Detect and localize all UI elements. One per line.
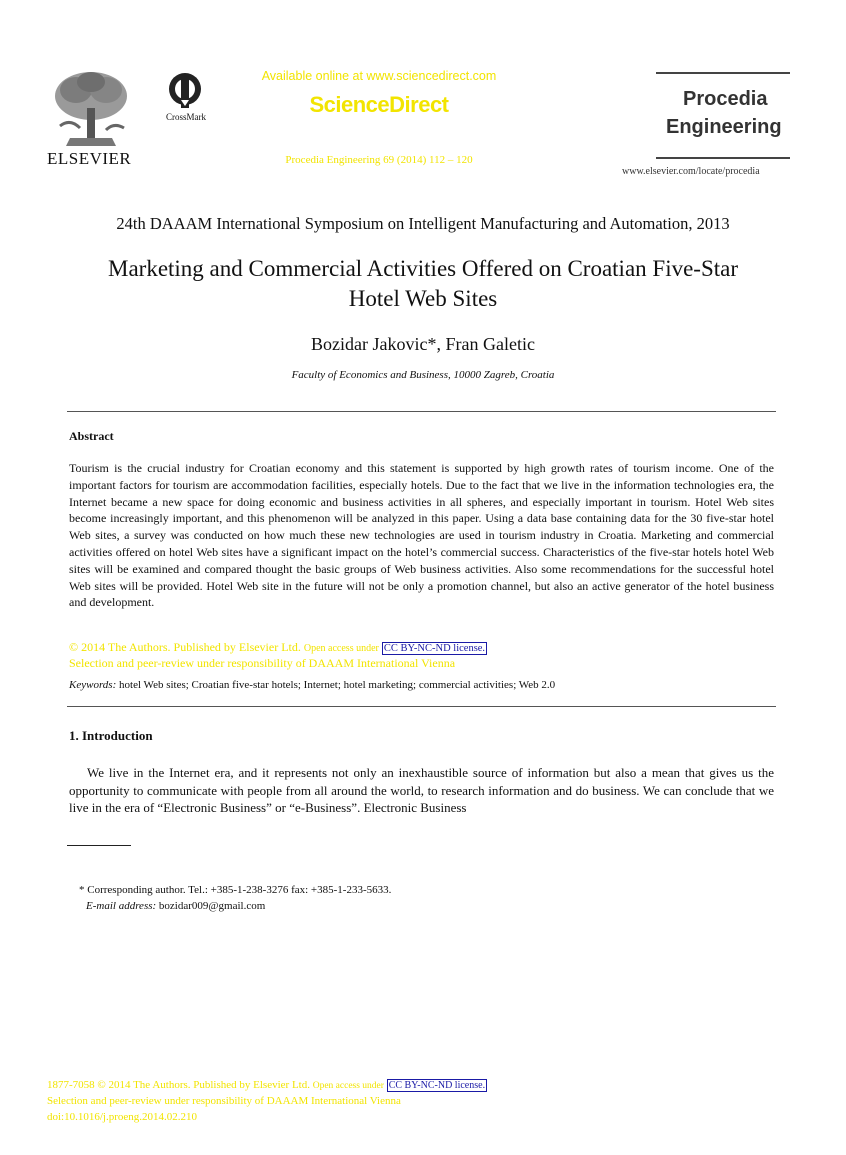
keywords xyxy=(69,679,555,691)
available-online-text[interactable]: Available online at www.sciencedirect.com xyxy=(261,69,497,83)
peer-review-text: Selection and peer-review under responsibility of DAAAM International Vienna xyxy=(69,656,456,670)
email-address[interactable]: bozidar009@gmail.com xyxy=(158,900,266,912)
journal-title-line1: Procedia xyxy=(683,88,768,110)
journal-url[interactable]: www.elsevier.com/locate/procedia xyxy=(622,166,760,177)
open-access-text: Open access under xyxy=(303,643,379,654)
footer-doi[interactable]: doi:10.1016/j.proeng.2014.02.210 xyxy=(47,1111,198,1123)
tree-icon xyxy=(50,68,132,148)
journal-rule-top xyxy=(656,72,790,74)
footnote-corresponding: * Corresponding author. Tel.: +385-1-238-3276 fax: +385-1-233-5633. xyxy=(79,884,392,896)
footnote-email xyxy=(86,900,265,912)
authors: Bozidar Jakovic*, Fran Galetic xyxy=(311,334,535,354)
paper-title-line2: Hotel Web Sites xyxy=(348,286,498,311)
copyright-text: © 2014 The Authors. Published by Elsevier Ltd. xyxy=(69,640,301,654)
crossmark-label: CrossMark xyxy=(166,112,206,122)
citation-text: Procedia Engineering 69 (2014) 112 – 120 xyxy=(285,154,473,166)
abstract-heading: Abstract xyxy=(69,429,114,443)
footer-issn-line xyxy=(47,1079,487,1091)
publisher-name: ELSEVIER xyxy=(47,149,132,168)
footer-open-access: Open access under xyxy=(312,1081,384,1091)
copyright-line xyxy=(69,640,774,655)
footer-issn: 1877-7058 © 2014 The Authors. Published by Elsevier Ltd. xyxy=(47,1079,310,1091)
crossmark-icon xyxy=(168,70,202,110)
journal-title-line2: Engineering xyxy=(666,116,782,138)
abstract-text: Tourism is the crucial industry for Croatian economy and this statement is supported by high growth rates of tourism income. One of the important factors for tourism are accommodation facilities, especially hotels. Due to the fact that we live in the information technologies era, the Internet became a new space for doing economic and business activities in all spheres, and especially important in tourism. Hotel Web sites become increasingly important, and this phenomenon will be analyzed in this paper. Using a data base containing data for the 30 five-star hotel Web sites, a survey was conducted on how much these new technologies are used in tourism industry in Croatia. Marketing and commercial activities offered on hotel Web sites have a significant impact on the hotel’s commercial success. Characteristics of the five-star hotels hotel Web sites will be examined and compared thought the basic groups of Web business activities. Also some recommendations for the successful hotel Web sites will be provided. Hotel Web site in the future will not be only a promotion channel, but also an active generator of the hotel business and development. xyxy=(69,461,774,610)
crossmark-logo[interactable] xyxy=(168,70,202,110)
affiliation: Faculty of Economics and Business, 10000 Zagreb, Croatia xyxy=(291,369,555,381)
sciencedirect-logo[interactable]: ScienceDirect xyxy=(309,92,449,117)
journal-rule-bottom xyxy=(656,157,790,159)
intro-heading: 1. Introduction xyxy=(69,728,153,743)
footer-peer-review: Selection and peer-review under responsibility of DAAAM International Vienna xyxy=(47,1095,401,1107)
conference-name: 24th DAAAM International Symposium on Intelligent Manufacturing and Automation, 2013 xyxy=(116,214,730,233)
email-label: E-mail address: xyxy=(86,900,157,912)
intro-text: We live in the Internet era, and it represents not only an inexhaustible source of information but also a mean that gives us the opportunity to communicate with people from all around the world, to research information and do business. We can conclude that we live in the era of “Electronic Business” or “e-Business”. Electronic Business xyxy=(69,765,774,815)
keywords-text: hotel Web sites; Croatian five-star hotels; Internet; hotel marketing; commercial activities; Web 2.0 xyxy=(119,679,556,691)
elsevier-tree-logo xyxy=(50,68,132,148)
abstract-rule-bottom xyxy=(67,706,776,707)
footer-license-link[interactable]: CC BY-NC-ND license. xyxy=(388,1080,486,1091)
paper-title-line1: Marketing and Commercial Activities Offered on Croatian Five-Star xyxy=(108,256,738,281)
abstract-rule-top xyxy=(67,411,776,412)
keywords-label: Keywords: xyxy=(69,679,117,691)
license-link[interactable]: CC BY-NC-ND license. xyxy=(383,643,486,654)
footnote-rule xyxy=(67,845,131,846)
